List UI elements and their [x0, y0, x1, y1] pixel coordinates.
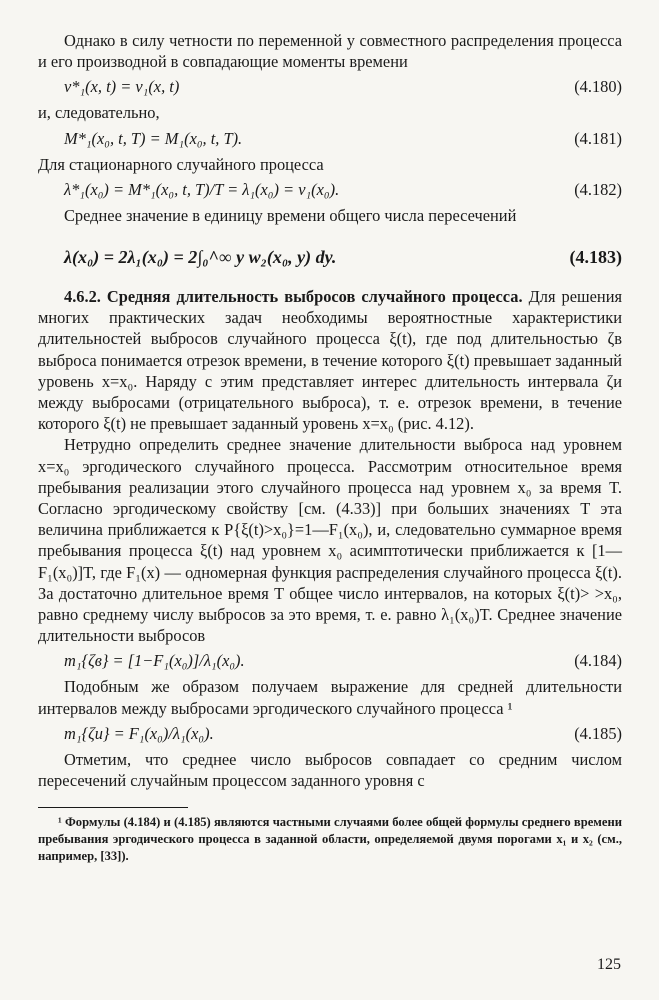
- paragraph-3: Для стационарного случайного процесса: [38, 154, 324, 174]
- paragraph-4: Среднее значение в единицу времени общего числа пересечений: [64, 205, 517, 225]
- paragraph-6: Нетрудно определить среднее значение длительности выброса над уровнем x=x₀ эргодического случайного процесса. Рассмотрим относительное время пребывания реализации этого случайного процесса над уровнем x₀ за время T. Согласно эргодическому свойству [см. (4.33)] при больших значениях T эта величина приближается к P{ξ(t)>x₀}=1—F₁(x₀), и, следовательно суммарное время пребывания процесса ξ(t) над уровнем x₀ асимптотически приближается к [1—F₁(x₀)]T, где F₁(x) — одномерная функция распределения случайного процесса ξ(t). За достаточно длительное время T общее число интервалов, на которых ξ(t)> >x₀, равно среднему числу выбросов за это время, т. е. равно λ₁(x₀)T. Среднее значение длительности выбросов: [38, 435, 622, 646]
- equation-expr: m₁{ζв} = [1−F₁(x₀)]/λ₁(x₀).: [64, 651, 245, 671]
- equation-number: (4.185): [574, 723, 622, 743]
- equation-4-183: [38, 246, 622, 268]
- equation-4-184: [38, 650, 622, 672]
- equation-4-185: [38, 723, 622, 745]
- equation-expr: m₁{ζи} = F₁(x₀)/λ₁(x₀).: [64, 723, 214, 743]
- equation-number: (4.183): [569, 247, 622, 268]
- equation-number: (4.181): [574, 128, 622, 148]
- paragraph-7: Подобным же образом получаем выражение для средней длительности интервалов между выбросами эргодического случайного процесса ¹: [38, 677, 622, 718]
- equation-number: (4.180): [574, 77, 622, 97]
- equation-number: (4.182): [574, 179, 622, 199]
- paragraph-5-body: Для решения многих практических задач необходимы вероятностные характеристики длительностей выбросов случайного процесса ξ(t), где под длительностью ζв выброса понимается отрезок времени, в течение которого ξ(t) превышает заданный уровень x=x₀. Наряду с этим представляет интерес длительность интервала ζи между выбросами (отрицательного выброса), т. е. отрезок времени, в течение которого ξ(t) не превышает заданный уровень x=x₀ (рис. 4.12).: [38, 287, 623, 434]
- section-heading: 4.6.2. Средняя длительность выбросов случайного процесса.: [64, 287, 523, 307]
- equation-number: (4.184): [574, 651, 622, 671]
- page-body: [38, 30, 622, 865]
- paragraph-1: Однако в силу четности по переменной y совместного распределения процесса и его производной в совпадающие моменты времени: [38, 31, 622, 72]
- paragraph-2: и, следовательно,: [38, 103, 160, 123]
- equation-4-182: [38, 179, 622, 201]
- footnote-divider: [38, 807, 188, 808]
- equation-expr: v*₁(x, t) = v₁(x, t): [64, 77, 180, 97]
- page-number: 125: [597, 956, 621, 973]
- equation-4-181: [38, 128, 622, 150]
- equation-expr: λ(x₀) = 2λ₁(x₀) = 2∫₀^∞ y w₂(x₀, y) dy.: [64, 247, 337, 268]
- equation-4-180: [38, 76, 622, 98]
- equation-expr: M*₁(x₀, t, T) = M₁(x₀, t, T).: [64, 128, 243, 148]
- footnote: ¹ Формулы (4.184) и (4.185) являются частными случаями более общей формулы среднего времени пребывания эргодического процесса в заданной области, определяемой двумя порогами x₁ и x₂ (см., например, [33]).: [38, 815, 622, 864]
- equation-expr: λ*₁(x₀) = M*₁(x₀, t, T)/T = λ₁(x₀) = v₁(x₀).: [64, 179, 340, 199]
- paragraph-5: [38, 286, 622, 434]
- paragraph-8: Отметим, что среднее число выбросов совпадает со средним числом пересечений случайным процессом заданного уровня с: [38, 749, 622, 791]
